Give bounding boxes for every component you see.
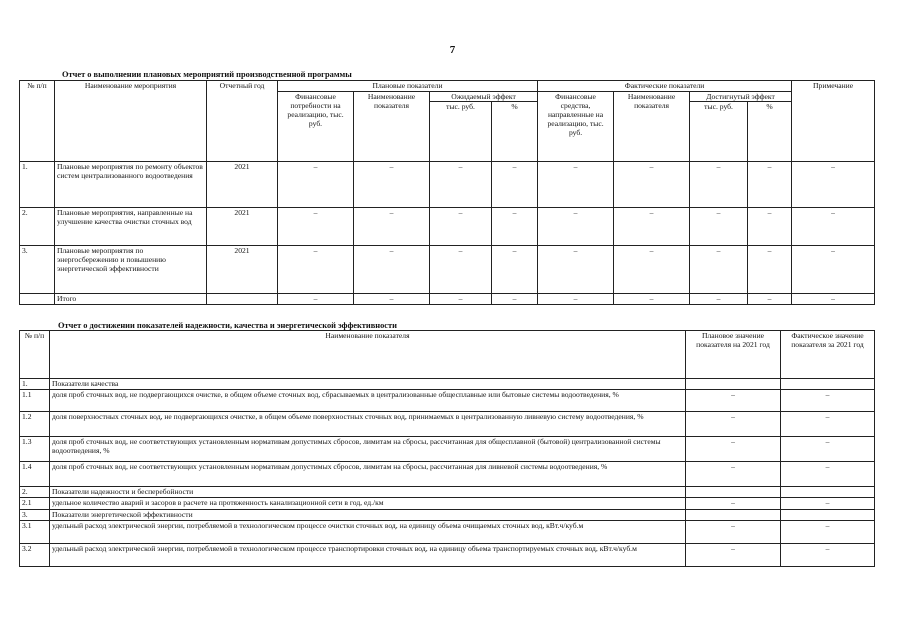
cell-dash: – <box>430 162 492 208</box>
th-percent-plan: % <box>492 102 538 162</box>
table-row <box>20 462 875 487</box>
cell-dash: – <box>354 294 430 305</box>
row-year: 2021 <box>207 246 278 294</box>
th-num: № п/п <box>20 331 50 379</box>
cell-dash: – <box>748 162 792 208</box>
table-row <box>20 390 875 412</box>
th-note: Примечание <box>792 81 875 162</box>
row-fact: – <box>781 462 875 487</box>
row-name: Показатели энергетической эффективности <box>50 510 686 521</box>
cell-dash: – <box>430 294 492 305</box>
cell-dash: – <box>614 162 690 208</box>
page-number: 7 <box>449 44 456 56</box>
cell-dash: – <box>492 162 538 208</box>
row-num: 3.1 <box>20 521 50 544</box>
cell-dash: – <box>354 162 430 208</box>
row-num: 1.1 <box>20 390 50 412</box>
cell-dash: – <box>690 246 748 294</box>
row-num: 3. <box>20 510 50 521</box>
cell-dash: – <box>492 294 538 305</box>
row-name: доля проб сточных вод, не подвергающихся очистке, в общем объеме сточных вод, сбрасываемых в централизованные общесплавные или бытовые системы водоотведения, % <box>50 390 686 412</box>
cell-dash: – <box>354 246 430 294</box>
row-fact: – <box>781 437 875 462</box>
th-event-name: Наименование мероприятия <box>55 81 207 162</box>
th-fact-value: Фактическое значение показателя за 2021 год <box>781 331 875 379</box>
row-fact <box>781 487 875 498</box>
row-name: Показатели надежности и бесперебойности <box>50 487 686 498</box>
total-label: Итого <box>55 294 207 305</box>
row-fact: – <box>781 498 875 510</box>
row-name: доля поверхностных сточных вод, не подвергающихся очистке, в общем объеме поверхностных сточных вод, принимаемых в централизованную ливневую систему водоотведения, % <box>50 412 686 437</box>
row-plan: – <box>686 437 781 462</box>
th-indicator-fact: Наименование показателя <box>614 92 690 162</box>
table-row <box>20 379 875 390</box>
row-year: 2021 <box>207 162 278 208</box>
cell-dash: – <box>278 162 354 208</box>
row-num: 1.4 <box>20 462 50 487</box>
row-name: удельное количество аварий и засоров в расчете на протяженность канализационной сети в год, ед./км <box>50 498 686 510</box>
row-name: удельный расход электрической энергии, потребляемой в технологическом процессе транспортировки сточных вод, на единицу объема транспортируемых сточных вод, кВт.ч/куб.м <box>50 544 686 567</box>
table-row <box>20 208 875 246</box>
row-fact <box>781 379 875 390</box>
section2-title: Отчет о достижении показателей надежности, качества и энергетической эффективности <box>58 321 397 330</box>
cell-dash: – <box>492 246 538 294</box>
th-report-year: Отчетный год <box>207 81 278 162</box>
section1-title: Отчет о выполнении плановых мероприятий производственной программы <box>62 70 352 79</box>
cell-dash: – <box>278 246 354 294</box>
row-plan <box>686 379 781 390</box>
cell-dash: – <box>614 208 690 246</box>
row-num: 1. <box>20 379 50 390</box>
row-num: 2.1 <box>20 498 50 510</box>
table-row <box>20 498 875 510</box>
row-name: доля проб сточных вод, не соответствующих установленным нормативам допустимых сбросов, лимитам на сбросы, рассчитанная для ливневой системы водоотведения, % <box>50 462 686 487</box>
cell-dash: – <box>614 246 690 294</box>
th-planned: Плановые показатели <box>278 81 538 92</box>
row-plan: – <box>686 390 781 412</box>
th-indicator-plan: Наименование показателя <box>354 92 430 162</box>
row-year: 2021 <box>207 208 278 246</box>
row-name: удельный расход электрической энергии, потребляемой в технологическом процессе очистки сточных вод, на единицу объема очищаемых сточных вод, кВт.ч/куб.м <box>50 521 686 544</box>
cell-dash: – <box>538 294 614 305</box>
cell-dash: – <box>614 294 690 305</box>
row-fact: – <box>781 521 875 544</box>
row-num: 1.2 <box>20 412 50 437</box>
th-achieved-effect: Достигнутый эффект <box>690 92 792 102</box>
row-fact: – <box>781 544 875 567</box>
cell-dash: – <box>748 208 792 246</box>
row-num: 1.3 <box>20 437 50 462</box>
row-num: 3. <box>20 246 55 294</box>
cell-dash: – <box>748 294 792 305</box>
th-plan-value: Плановое значение показателя на 2021 год <box>686 331 781 379</box>
th-num: № п/п <box>20 81 55 162</box>
row-num: 2. <box>20 208 55 246</box>
row-name: Плановые мероприятия, направленные на улучшение качества очистки сточных вод <box>55 208 207 246</box>
row-name: Плановые мероприятия по энергосбережению и повышению энергетической эффективности <box>55 246 207 294</box>
cell-dash: – <box>354 208 430 246</box>
row-num: 3.2 <box>20 544 50 567</box>
th-fin-spent: Финансовые средства, направленные на реализацию, тыс. руб. <box>538 92 614 162</box>
th-indicator-name: Наименование показателя <box>50 331 686 379</box>
table-row <box>20 412 875 437</box>
th-expected-effect: Ожидаемый эффект <box>430 92 538 102</box>
row-plan <box>686 510 781 521</box>
th-percent-fact: % <box>748 102 792 162</box>
cell-dash: – <box>278 208 354 246</box>
row-num: 1. <box>20 162 55 208</box>
row-plan: – <box>686 462 781 487</box>
cell-dash: – <box>492 208 538 246</box>
row-name: Показатели качества <box>50 379 686 390</box>
cell-dash: – <box>792 294 875 305</box>
cell-dash: – <box>430 246 492 294</box>
cell-dash: – <box>538 246 614 294</box>
table-row <box>20 521 875 544</box>
row-num: 2. <box>20 487 50 498</box>
th-thousand-rub-fact: тыс. руб. <box>690 102 748 162</box>
cell-dash: – <box>538 162 614 208</box>
table-row <box>20 246 875 294</box>
table-row <box>20 510 875 521</box>
row-plan: – <box>686 521 781 544</box>
indicators-table <box>19 330 875 567</box>
row-name: Плановые мероприятия по ремонту объектов систем централизованного водоотведения <box>55 162 207 208</box>
table-row <box>20 162 875 208</box>
row-fact: – <box>781 390 875 412</box>
cell-dash: – <box>538 208 614 246</box>
table-row <box>20 544 875 567</box>
cell-dash: – <box>690 294 748 305</box>
table-row <box>20 487 875 498</box>
cell-dash: – <box>690 162 748 208</box>
cell-dash: – <box>748 246 792 294</box>
cell-dash: – <box>690 208 748 246</box>
cell-dash: – <box>792 162 875 208</box>
row-plan: – <box>686 498 781 510</box>
th-fin-need: Финансовые потребности на реализацию, тыс. руб. <box>278 92 354 162</box>
cell-dash: – <box>278 294 354 305</box>
cell-dash: – <box>792 208 875 246</box>
th-thousand-rub-plan: тыс. руб. <box>430 102 492 162</box>
th-actual: Фактические показатели <box>538 81 792 92</box>
row-plan: – <box>686 412 781 437</box>
table-row <box>20 437 875 462</box>
row-fact <box>781 510 875 521</box>
cell-dash: – <box>792 246 875 294</box>
row-plan: – <box>686 544 781 567</box>
row-name: доля проб сточных вод, не соответствующих установленным нормативам допустимых сбросов, лимитам на сбросы, рассчитанная для общесплавной (бытовой) централизованной системы водоотведения, % <box>50 437 686 462</box>
row-plan <box>686 487 781 498</box>
production-program-table <box>19 80 875 305</box>
row-fact: – <box>781 412 875 437</box>
cell-dash: – <box>430 208 492 246</box>
total-row <box>20 294 875 305</box>
